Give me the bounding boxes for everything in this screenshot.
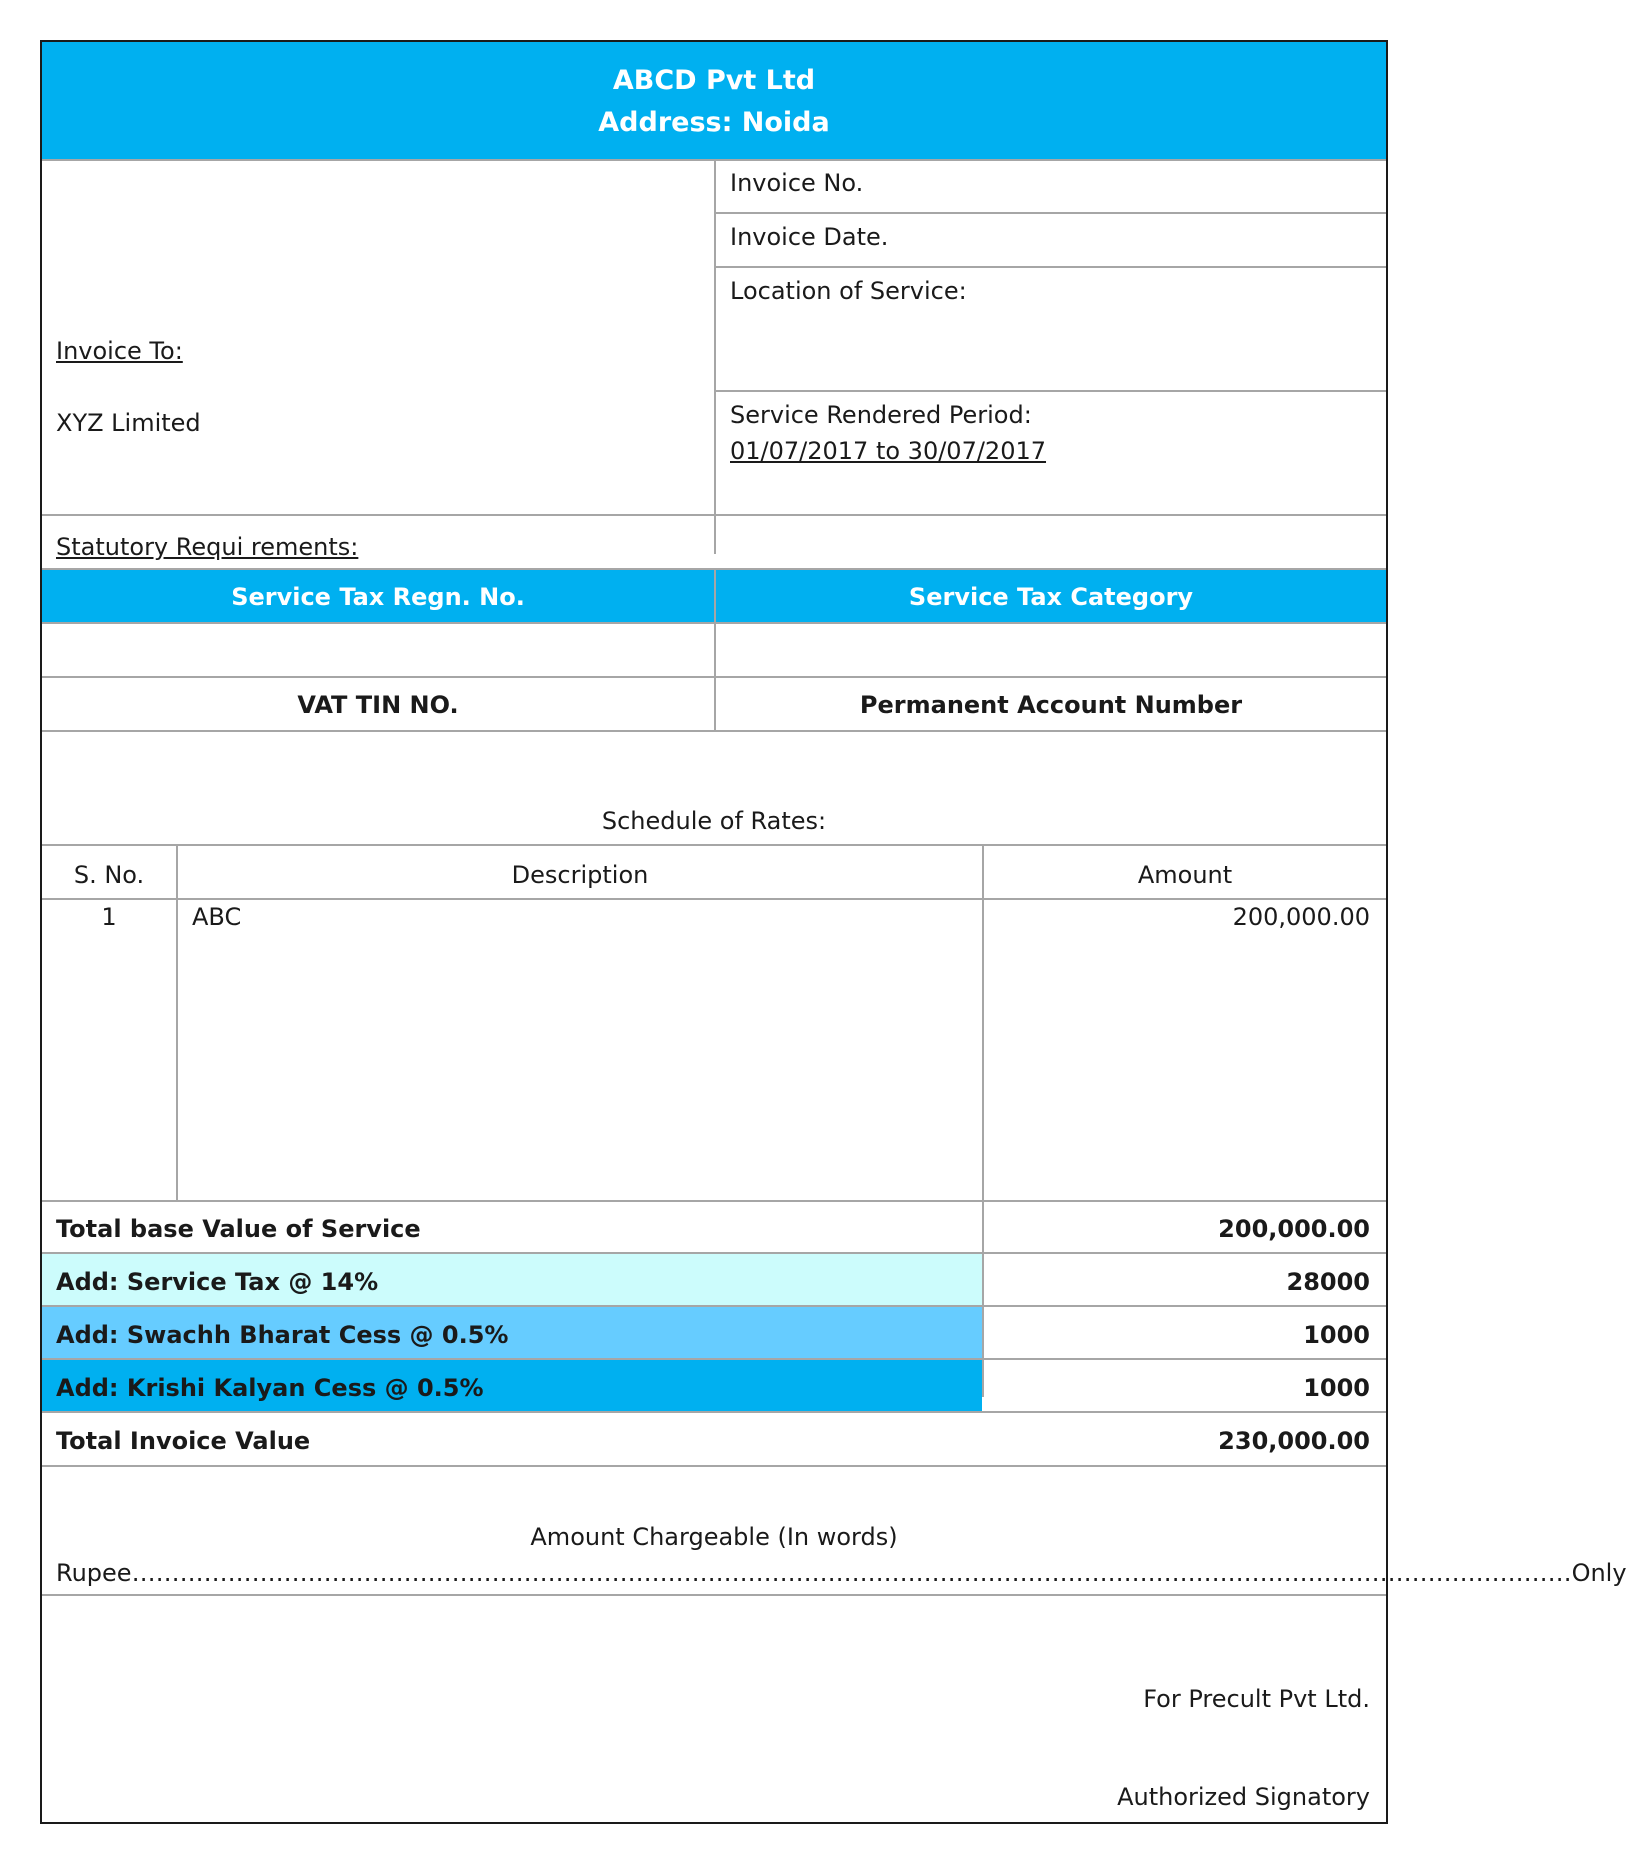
- statutory-heading: Statutory Requi rements:: [56, 533, 359, 561]
- krishi-kalyan-label: Add: Krishi Kalyan Cess @ 0.5%: [56, 1374, 484, 1402]
- total-invoice-label: Total Invoice Value: [56, 1427, 311, 1455]
- service-tax-value: 28000: [1286, 1268, 1370, 1296]
- pan-header: Permanent Account Number: [859, 691, 1243, 719]
- invoice-no-label: Invoice No.: [730, 169, 864, 197]
- service-period-value: 01/07/2017 to 30/07/2017: [730, 437, 1047, 465]
- service-tax-label: Add: Service Tax @ 14%: [56, 1268, 379, 1296]
- col-amount-header: Amount: [1137, 861, 1233, 889]
- rupee-prefix: Rupee: [56, 1559, 132, 1587]
- location-of-service-label: Location of Service:: [730, 277, 967, 305]
- swachh-bharat-value: 1000: [1303, 1321, 1370, 1349]
- total-base-value: 200,000.00: [1218, 1215, 1370, 1243]
- service-period-label: Service Rendered Period:: [730, 401, 1032, 429]
- for-company-label: For Precult Pvt Ltd.: [1143, 1685, 1370, 1713]
- total-base-label: Total base Value of Service: [56, 1215, 421, 1243]
- only-suffix: Only: [1571, 1559, 1627, 1587]
- invoice-to-label: Invoice To:: [56, 337, 183, 365]
- schedule-heading: Schedule of Rates:: [601, 807, 827, 835]
- row-amount: 200,000.00: [1232, 903, 1370, 931]
- swachh-bharat-label: Add: Swachh Bharat Cess @ 0.5%: [56, 1321, 509, 1349]
- service-tax-regn-header: Service Tax Regn. No.: [231, 583, 525, 611]
- customer-name: XYZ Limited: [56, 409, 201, 437]
- company-header: [42, 42, 1386, 160]
- company-name: ABCD Pvt Ltd: [612, 65, 816, 96]
- total-invoice-value: 230,000.00: [1218, 1427, 1370, 1455]
- krishi-kalyan-value: 1000: [1303, 1374, 1370, 1402]
- row-sno: 1: [101, 903, 117, 931]
- col-description-header: Description: [511, 861, 649, 889]
- vat-tin-header: VAT TIN NO.: [297, 691, 459, 719]
- authorized-signatory-label: Authorized Signatory: [1117, 1783, 1370, 1811]
- invoice-document: [40, 40, 1627, 1824]
- col-sno-header: S. No.: [73, 861, 145, 889]
- amount-in-words-label: Amount Chargeable (In words): [530, 1523, 898, 1551]
- invoice-date-label: Invoice Date.: [730, 223, 889, 251]
- amount-words-dots: ………………………………………………………………………………………………………………………………………………………………: [131, 1559, 1572, 1587]
- company-address: Address: Noida: [598, 107, 830, 138]
- amount-in-words-line: [56, 1558, 1627, 1588]
- service-tax-category-header: Service Tax Category: [908, 583, 1194, 611]
- row-description: ABC: [192, 903, 242, 931]
